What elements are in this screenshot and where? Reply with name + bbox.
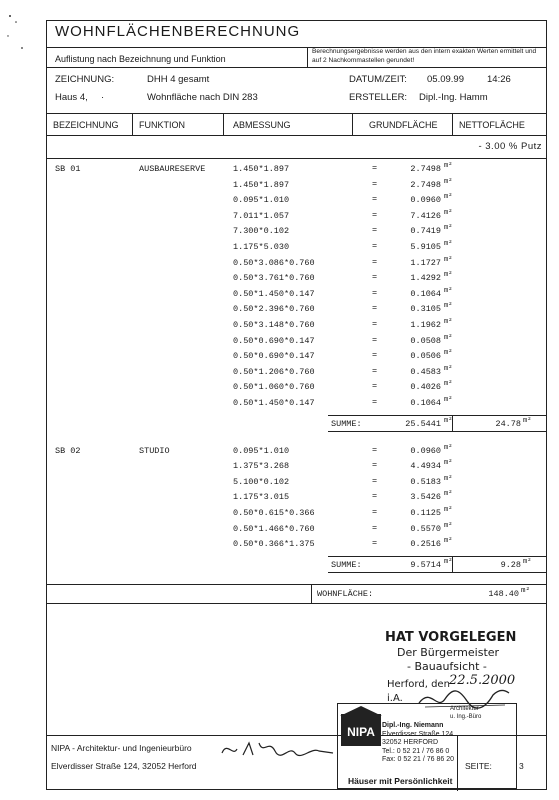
grundflaeche-cell: 4.4934	[410, 461, 441, 472]
stamp-city: 32052 HERFORD	[382, 739, 439, 746]
scan-mark	[2, 6, 38, 56]
stamp-street: Elverdisser Straße 124	[382, 730, 454, 738]
approval-ia-label: i.A.	[387, 693, 403, 704]
abmessung-cell: 7.011*1.057	[233, 210, 290, 221]
abmessung-cell: 0.50*1.060*0.760	[233, 382, 315, 393]
unit-label: m²	[444, 271, 453, 280]
unit-label: m²	[444, 459, 453, 468]
unit-label: m²	[444, 490, 453, 499]
abmessung-cell: 0.50*0.366*1.375	[233, 539, 315, 550]
unit-label: m²	[444, 537, 453, 546]
abmessung-cell: 0.50*0.690*0.147	[233, 351, 315, 362]
equals-sign: =	[372, 256, 378, 267]
approval-office: - Bauaufsicht -	[407, 660, 487, 673]
grundflaeche-cell: 1.1727	[410, 257, 441, 268]
equals-sign: =	[372, 178, 378, 189]
seite-value: 3	[519, 761, 524, 771]
section-bezeichnung: SB 02	[55, 445, 81, 456]
document-title: WOHNFLÄCHENBERECHNUNG	[55, 23, 301, 40]
col-abmessung: ABMESSUNG	[233, 120, 291, 130]
datum-label: DATUM/ZEIT:	[349, 74, 407, 85]
unit-label: m²	[444, 286, 453, 295]
total-divider-top	[47, 584, 546, 585]
abmessung-cell: 0.50*1.206*0.760	[233, 366, 315, 377]
equals-sign: =	[372, 350, 378, 361]
unit-label: m²	[444, 364, 453, 373]
abmessung-cell: 0.50*0.690*0.147	[233, 335, 315, 346]
haus-dot: ·	[101, 92, 105, 103]
zeichnung-value: DHH 4 gesamt	[147, 74, 210, 85]
equals-sign: =	[372, 475, 378, 486]
equals-sign: =	[372, 287, 378, 298]
equals-sign: =	[372, 522, 378, 533]
abmessung-cell: 0.50*0.615*0.366	[233, 508, 315, 518]
unit-label: m²	[444, 240, 453, 248]
colhdr-divider	[47, 135, 546, 136]
unit-label: m²	[444, 333, 453, 342]
equals-sign: =	[372, 444, 378, 455]
grundflaeche-cell: 0.0508	[410, 335, 441, 346]
wohnflaeche-label: WOHNFLÄCHE:	[317, 589, 374, 599]
approval-place-label: Herford, den	[387, 679, 450, 690]
equals-sign: =	[372, 319, 378, 329]
meta-divider	[47, 113, 546, 114]
grundflaeche-cell: 0.4583	[410, 366, 441, 377]
unit-label: m²	[523, 416, 532, 425]
grundflaeche-cell: 0.0960	[410, 195, 441, 206]
zeichnung-label: ZEICHNUNG:	[55, 74, 115, 85]
col-divider	[352, 113, 353, 135]
abmessung-cell: 0.50*2.396*0.760	[233, 304, 315, 315]
grundflaeche-cell: 1.4292	[410, 273, 441, 284]
architect-stamp	[337, 703, 517, 789]
abmessung-cell: 1.450*1.897	[233, 179, 290, 190]
col-bezeichnung: BEZEICHNUNG	[53, 120, 119, 130]
document-frame	[46, 20, 547, 790]
summe-label: SUMME:	[331, 418, 362, 429]
unit-label: m²	[444, 162, 453, 170]
col-funktion: FUNKTION	[139, 120, 185, 130]
equals-sign: =	[372, 272, 378, 283]
grundflaeche-cell: 0.4026	[410, 382, 441, 393]
rounding-note: Berechnungsergebnisse werden aus den intern exakten Werten ermittelt und auf 2 Nachkommastellen gerundet!	[312, 48, 537, 64]
unit-label: m²	[444, 349, 453, 358]
abmessung-cell: 0.095*1.010	[233, 445, 290, 456]
stamp-address	[382, 722, 516, 765]
abmessung-cell: 0.095*1.010	[233, 195, 290, 206]
equals-sign: =	[372, 507, 378, 517]
note-divider	[307, 47, 308, 67]
unit-label: m²	[444, 443, 453, 452]
stamp-slogan: Häuser mit Persönlichkeit	[348, 776, 453, 786]
unit-label: m²	[444, 224, 453, 233]
grundflaeche-cell: 0.1125	[410, 508, 441, 518]
unit-label: m²	[444, 380, 453, 389]
summe-divider-top	[328, 556, 546, 557]
grundflaeche-cell: 3.5426	[410, 492, 441, 503]
header-divider	[47, 67, 546, 68]
unit-label: m²	[444, 474, 453, 483]
ersteller-label: ERSTELLER:	[349, 92, 408, 103]
abmessung-cell: 1.450*1.897	[233, 164, 290, 174]
wohnflaeche-unit: m²	[521, 587, 531, 595]
equals-sign: =	[372, 365, 378, 376]
approval-date-handwritten: 22.5.2000	[449, 673, 516, 688]
abmessung-cell: 0.50*3.086*0.760	[233, 257, 315, 268]
abmessung-cell: 0.50*1.466*0.760	[233, 523, 315, 534]
nipa-logo-text: NIPA	[347, 725, 375, 739]
unit-label: m²	[444, 193, 453, 202]
col-nettoflaeche: NETTOFLÄCHE	[459, 120, 525, 130]
summe-nettoflaeche: 24.78	[495, 418, 521, 429]
unit-label: m²	[444, 255, 453, 264]
abmessung-cell: 0.50*3.148*0.760	[233, 320, 315, 330]
grundflaeche-cell: 0.7419	[410, 226, 441, 237]
unit-label: m²	[444, 396, 453, 404]
abmessung-cell: 1.175*5.030	[233, 242, 290, 252]
unit-label: m²	[444, 557, 453, 566]
col-divider	[132, 113, 133, 135]
abmessung-cell: 0.50*1.450*0.147	[233, 398, 315, 408]
col-divider	[223, 113, 224, 135]
stamp-ing: u. Ing.-Büro	[450, 714, 482, 720]
unit-label: m²	[444, 416, 453, 425]
col-grundflaeche: GRUNDFLÄCHE	[369, 120, 438, 130]
abmessung-cell: 0.50*3.761*0.760	[233, 273, 315, 284]
stamp-name: Dipl.-Ing. Niemann	[382, 722, 444, 729]
grundflaeche-cell: 0.2516	[410, 539, 441, 550]
office-name: NIPA - Architektur- und Ingenieurbüro	[51, 743, 192, 753]
grundflaeche-cell: 0.5570	[410, 523, 441, 534]
unit-label: m²	[444, 208, 453, 217]
grundflaeche-cell: 2.7498	[410, 179, 441, 190]
section-funktion: STUDIO	[139, 445, 170, 456]
summe-label: SUMME:	[331, 559, 362, 570]
abmessung-cell: 1.175*3.015	[233, 492, 290, 503]
wohnflaeche-norm: Wohnfläche nach DIN 283	[147, 92, 258, 103]
approval-mayor: Der Bürgermeister	[397, 646, 500, 659]
summe-grundflaeche: 25.5441	[405, 418, 441, 429]
total-divider-bottom	[47, 603, 546, 604]
grundflaeche-cell: 0.1064	[410, 398, 441, 408]
abmessung-cell: 0.50*1.450*0.147	[233, 288, 315, 299]
office-address: Elverdisser Straße 124, 32052 Herford	[51, 761, 197, 771]
wohnflaeche-value: 148.40	[488, 589, 519, 599]
unit-label: m²	[444, 318, 453, 326]
nipa-logo-icon	[340, 706, 384, 750]
grundflaeche-cell: 0.0960	[410, 445, 441, 456]
col-divider	[452, 113, 453, 135]
unit-label: m²	[444, 521, 453, 530]
equals-sign: =	[372, 538, 378, 549]
unit-label: m²	[444, 302, 453, 311]
zeit-value: 14:26	[487, 74, 511, 85]
unit-label: m²	[523, 557, 532, 566]
architect-signature	[219, 737, 337, 763]
grundflaeche-cell: 0.3105	[410, 304, 441, 315]
summe-divider-top	[328, 415, 546, 416]
grundflaeche-cell: 7.4126	[410, 210, 441, 221]
document-subtitle: Auflistung nach Bezeichnung und Funktion	[55, 54, 226, 64]
abmessung-cell: 7.300*0.102	[233, 226, 290, 237]
equals-sign: =	[372, 225, 378, 236]
equals-sign: =	[372, 163, 378, 173]
section-bezeichnung: SB 01	[55, 164, 81, 174]
summe-divider-bottom	[328, 431, 546, 432]
haus-label: Haus 4,	[55, 92, 88, 103]
equals-sign: =	[372, 491, 378, 502]
ersteller-value: Dipl.-Ing. Hamm	[419, 92, 488, 103]
putz-deduction: - 3.00 % Putz	[478, 141, 542, 152]
grundflaeche-cell: 2.7498	[410, 164, 441, 174]
equals-sign: =	[372, 209, 378, 220]
approval-heading: HAT VORGELEGEN	[385, 630, 517, 645]
equals-sign: =	[372, 460, 378, 471]
total-divider-v	[311, 584, 312, 603]
stamp-fax: Fax: 0 52 21 / 76 86 20	[382, 756, 454, 763]
equals-sign: =	[372, 241, 378, 251]
abmessung-cell: 1.375*3.268	[233, 461, 290, 472]
datum-value: 05.09.99	[427, 74, 464, 85]
summe-nettoflaeche: 9.28	[500, 559, 521, 570]
section-funktion: AUSBAURESERVE	[139, 164, 206, 174]
equals-sign: =	[372, 334, 378, 345]
stamp-tel: Tel.: 0 52 21 / 76 86 0	[382, 747, 450, 755]
equals-sign: =	[372, 303, 378, 314]
unit-label: m²	[444, 177, 453, 186]
grundflaeche-cell: 5.9105	[410, 242, 441, 252]
grundflaeche-cell: 0.5183	[410, 476, 441, 487]
equals-sign: =	[372, 397, 378, 407]
grundflaeche-cell: 1.1962	[410, 320, 441, 330]
unit-label: m²	[444, 506, 453, 514]
grundflaeche-cell: 0.1064	[410, 288, 441, 299]
summe-divider-bottom	[328, 572, 546, 573]
stamp-architektur: Architektur	[450, 706, 479, 712]
equals-sign: =	[372, 194, 378, 205]
grundflaeche-cell: 0.0506	[410, 351, 441, 362]
abmessung-cell: 5.100*0.102	[233, 476, 290, 487]
seite-label: SEITE:	[465, 761, 492, 771]
putz-divider	[47, 158, 546, 159]
equals-sign: =	[372, 381, 378, 392]
summe-grundflaeche: 9.5714	[410, 559, 441, 570]
